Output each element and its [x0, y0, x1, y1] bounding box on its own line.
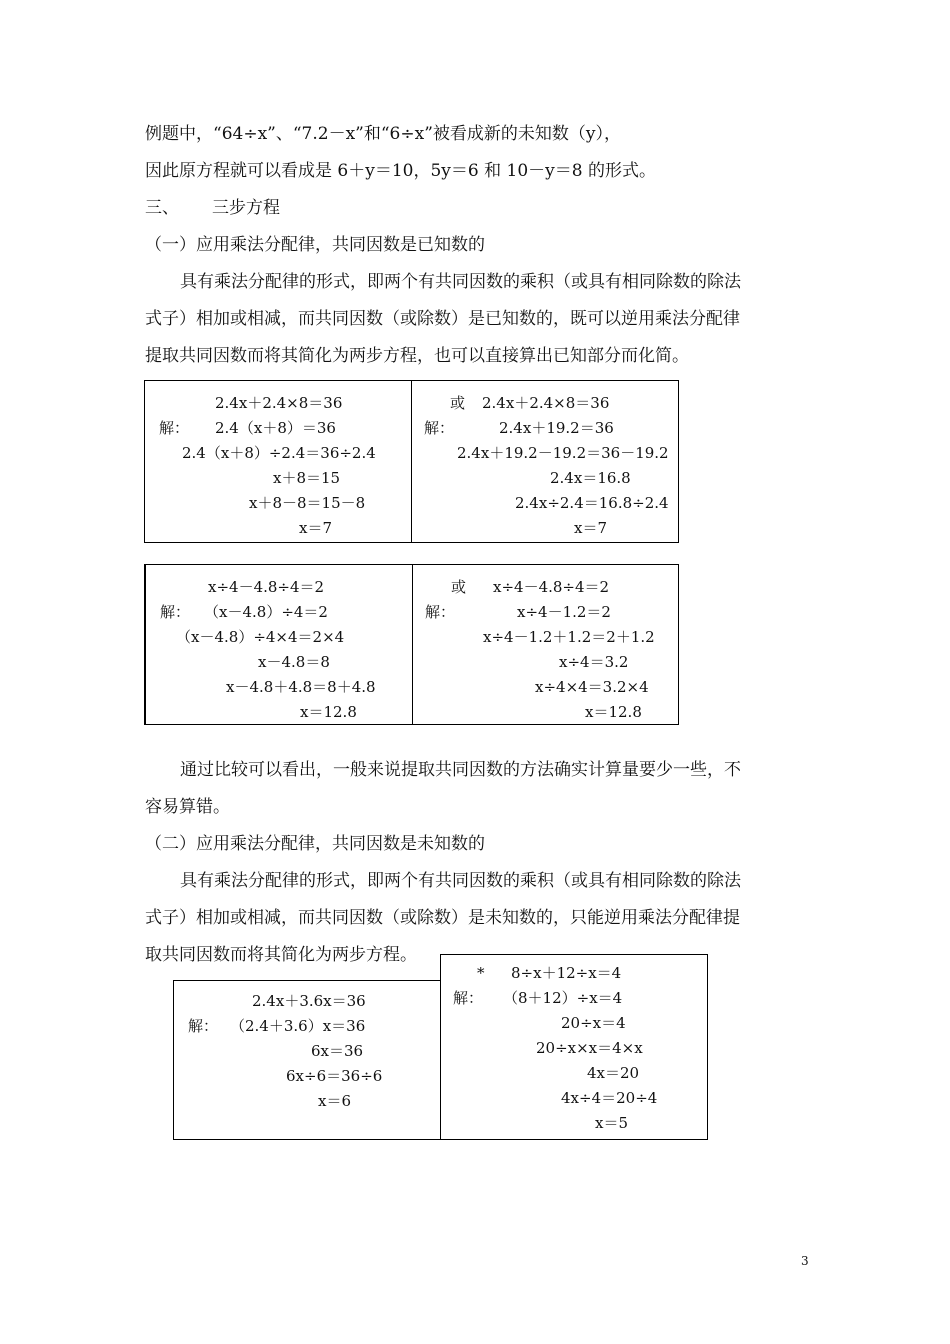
subsection-2-title: （二）应用乘法分配律，共同因数是未知数的	[145, 834, 485, 854]
para2-line-3: 取共同因数而将其简化为两步方程。	[145, 945, 417, 965]
star-marker: *	[477, 964, 485, 982]
para2-line-1: 具有乘法分配律的形式，即两个有共同因数的乘积（或具有相同除数的除法	[180, 871, 741, 891]
equation-line: （2.4＋3.6）x＝36	[230, 1017, 366, 1035]
equation-line: x＝5	[595, 1114, 629, 1132]
equation-line: x－4.8＝8	[258, 653, 330, 671]
equation-line: x＝12.8	[585, 703, 642, 721]
equation-line: 8÷x＋12÷x＝4	[511, 964, 622, 982]
equation-line: 4x＝20	[587, 1064, 640, 1082]
section-title: 三步方程	[212, 198, 280, 218]
equation-line: x－4.8＋4.8＝8＋4.8	[226, 678, 376, 696]
equation-line: x÷4×4＝3.2×4	[535, 678, 649, 696]
equation-line: x÷4－4.8÷4＝2	[493, 578, 610, 596]
equation-line: x÷4＝3.2	[559, 653, 629, 671]
para1-line-2: 式子）相加或相减，而共同因数（或除数）是已知数的，既可以逆用乘法分配律	[145, 309, 740, 329]
intro-line-2: 因此原方程就可以看成是 6＋y＝10，5y＝6 和 10－y＝8 的形式。	[145, 161, 656, 181]
equation-line: （x－4.8）÷4×4＝2×4	[176, 628, 345, 646]
example-box-3-left	[173, 980, 441, 1140]
solution-label: 解：	[160, 603, 191, 621]
equation-line: 2.4（x＋8）＝36	[215, 419, 336, 437]
equation-line: 2.4（x＋8）÷2.4＝36÷2.4	[182, 444, 376, 462]
equation-line: 2.4x＋19.2＝36	[499, 419, 614, 437]
equation-line: （x－4.8）÷4＝2	[204, 603, 328, 621]
equation-line: 2.4x＝16.8	[550, 469, 631, 487]
equation-line: 20÷x×x＝4×x	[536, 1039, 643, 1057]
equation-line: 6x＝36	[311, 1042, 364, 1060]
solution-label: 解：	[188, 1017, 219, 1035]
example-box-1-right	[411, 380, 679, 543]
equation-line: 2.4x＋3.6x＝36	[252, 992, 366, 1010]
equation-line: x＋8－8＝15－8	[249, 494, 366, 512]
example-box-2-right	[412, 564, 679, 725]
subsection-1-title: （一）应用乘法分配律，共同因数是已知数的	[145, 235, 485, 255]
example-box-2-left	[144, 564, 413, 725]
example-box-3-right	[440, 954, 708, 1140]
or-label: 或	[450, 394, 466, 412]
equation-line: x÷4－4.8÷4＝2	[208, 578, 325, 596]
para2-line-2: 式子）相加或相减，而共同因数（或除数）是未知数的，只能逆用乘法分配律提	[145, 908, 740, 928]
equation-line: x＝12.8	[300, 703, 357, 721]
equation-line: （8＋12）÷x＝4	[503, 989, 623, 1007]
equation-line: x＝7	[574, 519, 608, 537]
compare-line-1: 通过比较可以看出，一般来说提取共同因数的方法确实计算量要少一些，不	[180, 760, 741, 780]
para1-line-3: 提取共同因数而将其简化为两步方程，也可以直接算出已知部分而化简。	[145, 346, 689, 366]
equation-line: x÷4－1.2＝2	[517, 603, 611, 621]
equation-line: x＝6	[318, 1092, 352, 1110]
page-number: 3	[801, 1254, 809, 1268]
equation-line: 4x÷4＝20÷4	[561, 1089, 658, 1107]
equation-line: x÷4－1.2＋1.2＝2＋1.2	[483, 628, 655, 646]
solution-label: 解：	[424, 419, 455, 437]
equation-line: 20÷x＝4	[561, 1014, 626, 1032]
solution-label: 解：	[159, 419, 190, 437]
solution-label: 解：	[453, 989, 484, 1007]
equation-line: 2.4x＋2.4×8＝36	[215, 394, 343, 412]
equation-line: x＝7	[299, 519, 333, 537]
solution-label: 解：	[425, 603, 456, 621]
or-label: 或	[451, 578, 467, 596]
intro-line-1: 例题中，“64÷x”、“7.2－x”和“6÷x”被看成新的未知数（y），	[145, 124, 621, 144]
equation-line: x＋8＝15	[273, 469, 341, 487]
equation-line: 2.4x÷2.4＝16.8÷2.4	[515, 494, 669, 512]
para1-line-1: 具有乘法分配律的形式，即两个有共同因数的乘积（或具有相同除数的除法	[180, 272, 741, 292]
equation-line: 2.4x＋2.4×8＝36	[482, 394, 610, 412]
compare-line-2: 容易算错。	[145, 797, 230, 817]
section-number: 三、	[145, 198, 179, 218]
equation-line: 2.4x＋19.2－19.2＝36－19.2	[457, 444, 669, 462]
equation-line: 6x÷6＝36÷6	[286, 1067, 383, 1085]
example-box-1-left	[144, 380, 412, 543]
